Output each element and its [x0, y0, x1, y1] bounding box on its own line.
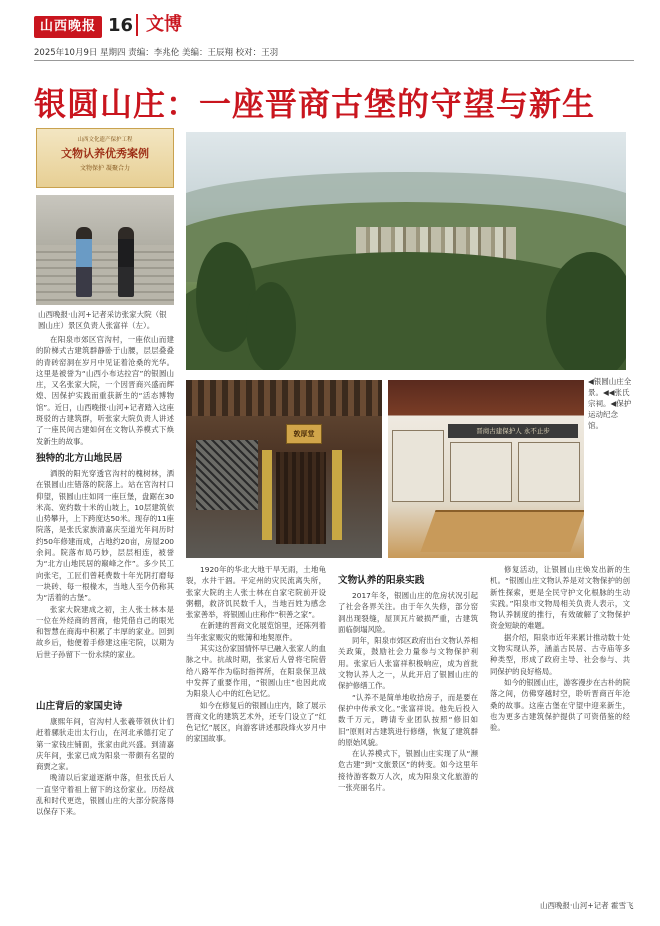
paragraph: 据介绍，阳泉市近年来累计推动数十处文物实现认养，涵盖古民居、古寺庙等多种类型，形成了政府主导、社会参与、共同保护的良好格局。: [490, 632, 630, 676]
paragraph: 修复活动，让银圆山庄焕发出新的生机。“银圆山庄文物认养是对文物保护的创新性探索，更是全民守护文化根脉的生动实践。”阳泉市文物局相关负责人表示，文物认养制度的推行，有效破解了文物保护资金短缺的难题。: [490, 565, 630, 631]
article-text-col3: [338, 590, 478, 912]
interview-photo: [36, 195, 174, 305]
article-headline: 银圆山庄：一座晋商古堡的守望与新生: [34, 85, 596, 123]
paragraph: 在新建的晋商文化展览馆里，还陈列着当年张家赈灾的账簿和地契原件。: [186, 621, 326, 642]
paragraph: 洒脱的阳光穿透官沟村的槐树林，洒在银圆山庄错落的院落上。站在官沟村口仰望，银圆山庄如同一座巨堡，盘踞在30米高、宽约数十米的山坡上，10层建筑依山势攀升，上下跨度达50米。现存的11座院落，是张氏家族清嘉庆至道光年间历时约50年修建而成，占地约20亩，房屋200余间。院落布局巧妙，层层相连，被誉为“北方山地民居的巅峰之作”。多少民工向张宅，工匠们曾耗费数十年光阴打磨每一块砖、每一根椽木，当地人至今仍称其为“活着的古堡”。: [36, 469, 174, 603]
photo-person-right: [118, 227, 134, 297]
paragraph: 2017年冬，银圆山庄的危房状况引起了社会各界关注。由于年久失修，部分窑洞出现裂缝，屋顶瓦片破损严重，古建筑面临倒塌风险。: [338, 591, 478, 634]
newspaper-logo: 山西晚报: [34, 16, 102, 38]
section-name: 文博: [136, 14, 182, 36]
paragraph: 在阳泉市郊区官沟村，一座依山而建的阶梯式古建筑群静卧于山腰，层层叠叠的青砖窑洞在岁月中见证着沧桑的光华。这里是被誉为“山西小布达拉宫”的银圆山庄，又名张家大院，一个因晋商兴盛而辉煌、因保护实践而重获新生的“活态博物馆”。近日，山西晚报·山河+记者踏入这座斑驳的古建筑群，听张家大院负责人讲述了一座民间古建如何在文物认养模式下焕发新生的故事。: [36, 335, 174, 446]
article-byline: 山西晚报·山河+记者 霍雪飞: [540, 901, 634, 910]
paragraph: 康熙年间，官沟村人张羲带领伙计们赶着骡驮走出太行山，在河北承德打定了第一家钱庄铺面，张家由此兴盛。到清嘉庆年间，张家已成为阳泉一带颇有名望的商贾之家。: [36, 717, 174, 772]
masthead: [34, 12, 634, 64]
paragraph: 其实这份家国情怀早已融入张家人的血脉之中。抗战时期，张家后人曾将宅院借给八路军作为临时指挥所，在阳泉保卫战中发挥了重要作用，“银圆山庄”也因此成为阳泉人心中的红色记忆。: [186, 644, 326, 699]
dateline: 2025年10月9日 星期四 责编：李兆伦 美编：王辰翔 校对：王羽: [34, 48, 279, 58]
masthead-divider: [34, 60, 634, 61]
photo-person-left: [76, 227, 92, 297]
paragraph: 张家大院建成之初，主人张士林本是一位在外经商的晋商，他凭借自己的眼光和智慧在商海中积累了丰厚的家业。回到故乡后，他便着手修建这座宅院，以期为后世子孙留下一份永续的家业。: [36, 604, 174, 659]
paragraph: 晚清以后家道逐渐中落，但张氏后人一直坚守着祖上留下的这份家业。历经战乱和时代更迭，银圆山庄的大部分院落得以保存下来。: [36, 773, 174, 817]
article-text-col1-mid: [36, 468, 174, 698]
award-banner: [36, 128, 174, 188]
ancestral-hall-photo: [186, 380, 382, 558]
subhead-adoption-practice: 文物认养的阳泉实践: [338, 575, 425, 586]
paragraph: 1920年的华北大地干旱无雨，土地龟裂，水井干涸。平定州的灾民流离失所，张家大院的主人张士林在自家宅院前开设粥棚，救济饥民数千人，当地百姓为感念张家善举，将银圆山庄称作“积善之家”。: [186, 565, 326, 620]
paragraph: 如今的银圆山庄，游客漫步在古朴的院落之间，仿佛穿越时空，聆听晋商百年沧桑的故事。这座古堡在守望中迎来新生，也为更多古建筑保护提供了可资借鉴的经验。: [490, 677, 630, 733]
memorial-hall-photo: [388, 380, 584, 558]
paragraph: 在认养模式下，银圆山庄实现了从“濒危古建”到“文旅景区”的转变。如今这里年接待游客数万人次，成为阳泉文化旅游的一张亮丽名片。: [338, 749, 478, 793]
paragraph: “认养不是简单地收拾房子，而是要在保护中传承文化。”张富祥说。他先后投入数千万元，聘请专业团队按照“修旧如旧”原则对古建筑进行修缮，恢复了建筑群的原始风貌。: [338, 692, 478, 747]
article-text-col4: [490, 564, 630, 900]
page-number: 16: [108, 15, 134, 36]
article-text-col1-end: [36, 716, 174, 912]
exhibit-counter: [420, 510, 584, 552]
photo-eaves: [186, 380, 382, 416]
exhibit-board: [518, 442, 580, 502]
interview-photo-caption: 山西晚报·山河+记者采访张家大院（银圆山庄）景区负责人张富祥（左）。: [38, 310, 167, 330]
photo-lattice-window: [196, 440, 258, 510]
banner-line-3: 文物保护 凝聚合力: [80, 165, 130, 172]
paragraph: 如今在修复后的银圆山庄内，除了展示晋商文化的建筑艺术外，还专门设立了“红色记忆”展区，向游客讲述那段烽火岁月中的家国故事。: [186, 700, 326, 744]
article-text-col1-intro: [36, 334, 174, 450]
paragraph: 同年，阳泉市郊区政府出台文物认养相关政策，鼓励社会力量参与文物保护利用。张家后人张富祥积极响应，成为首批文物认养人之一，从此开启了银圆山庄的保护修缮工作。: [338, 636, 478, 691]
subhead-family-history: 山庄背后的家国史诗: [36, 701, 123, 712]
subhead-northern-dwelling: 独特的北方山地民居: [36, 453, 123, 464]
exhibit-board: [392, 430, 444, 502]
banner-line-2: 文物认养优秀案例: [61, 147, 149, 160]
article-text-col2: [186, 564, 326, 912]
photo-door: [276, 452, 326, 544]
photo-tree: [246, 282, 296, 370]
hall-plaque: 敦厚堂: [286, 424, 322, 444]
exhibit-title: 晋商古建保护人 永不止步: [448, 424, 578, 438]
photo-couplet-left: [262, 450, 272, 540]
panorama-caption: ◀银圆山庄全景。◀◀张氏宗祠。◀保护运动纪念馆。: [588, 377, 632, 430]
panorama-photo: [186, 132, 626, 370]
photo-stairs: [36, 245, 174, 305]
photo-couplet-right: [332, 450, 342, 540]
exhibit-board: [450, 442, 512, 502]
banner-line-1: 山西文化遗产保护工程: [77, 137, 133, 143]
